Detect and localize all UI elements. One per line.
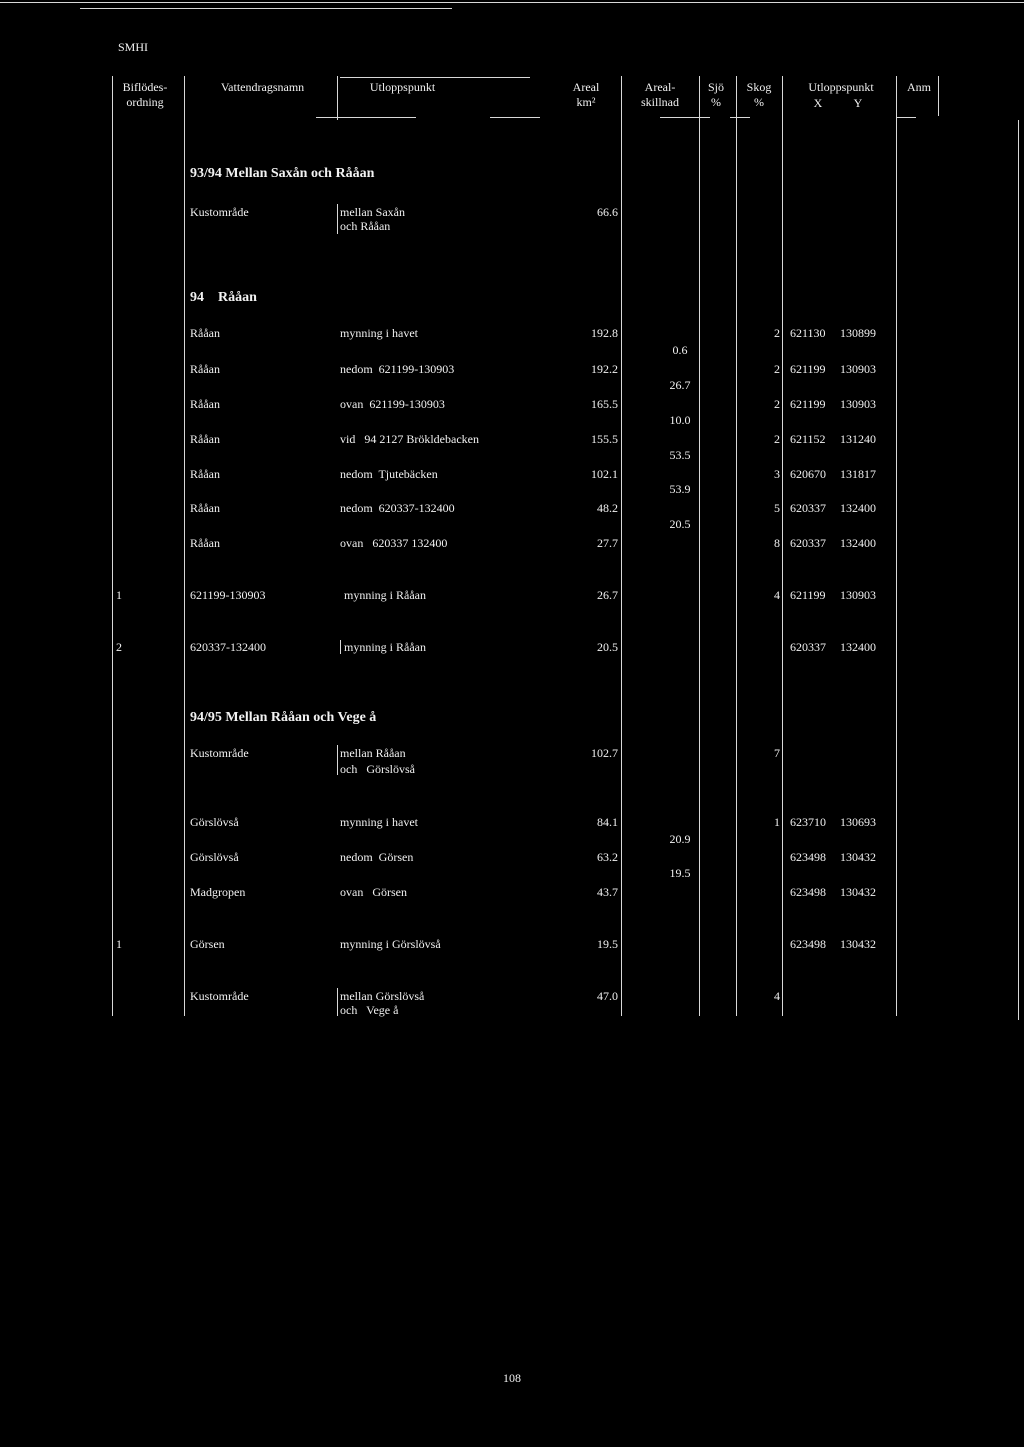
kust-namn: Kustområde (190, 205, 249, 219)
row-x: 623498 (790, 885, 826, 899)
kust-l2: och Görslövså (340, 762, 415, 776)
row-namn: Rååan (190, 397, 220, 411)
kust-skog: 4 (774, 989, 780, 1003)
row-skog: 4 (774, 588, 780, 602)
col-divider (112, 76, 113, 1016)
row-x: 623710 (790, 815, 826, 829)
areal-diff: 10.0 (669, 413, 691, 427)
row-utlopp: nedom 621199-130903 (340, 362, 455, 376)
col-divider (782, 76, 783, 1016)
row-y: 132400 (840, 501, 876, 515)
row-x: 621199 (790, 397, 826, 411)
row-areal: 63.2 (597, 850, 618, 864)
areal-diff: 20.9 (669, 832, 691, 846)
kust-namn: Kustområde (190, 989, 249, 1003)
row-namn: Rååan (190, 536, 220, 550)
row-x: 621199 (790, 362, 826, 376)
row-y: 130693 (840, 815, 876, 829)
row-x: 620670 (790, 467, 826, 481)
header-rule (490, 117, 540, 118)
row-areal: 26.7 (597, 588, 618, 602)
kust-bracket (337, 988, 338, 1016)
row-y: 131240 (840, 432, 876, 446)
col-divider (938, 76, 939, 116)
kust-areal: 102.7 (591, 746, 618, 760)
col-koord-y: Y (853, 96, 863, 110)
row-skog: 2 (774, 362, 780, 376)
kust-areal: 66.6 (597, 205, 618, 219)
kust-l2: och Rååan (340, 219, 391, 233)
row-utlopp: vid 94 2127 Brökldebacken (340, 432, 479, 446)
col-koord: Utloppspunkt (808, 80, 874, 94)
row-namn: Rååan (190, 432, 220, 446)
areal-diff: 20.5 (669, 517, 691, 531)
row-utlopp: ovan 620337 132400 (340, 536, 448, 550)
row-namn: Rååan (190, 362, 220, 376)
row-namn: Görslövså (190, 815, 239, 829)
col-areal: Areal km² (572, 80, 600, 109)
row-utlopp: mynning i Görslövså (340, 937, 441, 951)
kust-l2: och Vege å (340, 1003, 399, 1017)
kust-skog: 7 (774, 746, 780, 760)
row-namn: 621199-130903 (190, 588, 266, 602)
row-utlopp: mynning i Rååan (344, 588, 426, 602)
row-skog: 2 (774, 397, 780, 411)
utlopp-bracket (340, 640, 341, 654)
row-x: 623498 (790, 937, 826, 951)
row-y: 130903 (840, 588, 876, 602)
row-x: 621130 (790, 326, 826, 340)
row-namn: Rååan (190, 467, 220, 481)
col-arealskillnad: Areal- skillnad (641, 80, 679, 109)
row-namn: Görslövså (190, 850, 239, 864)
row-areal: 43.7 (597, 885, 618, 899)
row-y: 130432 (840, 937, 876, 951)
row-x: 621199 (790, 588, 826, 602)
row-y: 131817 (840, 467, 876, 481)
col-divider (1018, 120, 1019, 1020)
row-areal: 84.1 (597, 815, 618, 829)
header-rule (660, 117, 710, 118)
header-rule (340, 77, 530, 78)
col-divider (896, 76, 897, 1016)
row-utlopp: mynning i Rååan (344, 640, 426, 654)
kust-namn: Kustområde (190, 746, 249, 760)
col-bifl: Biflödes- ordning (122, 80, 168, 109)
kust-bracket (337, 745, 338, 775)
row-skog: 1 (774, 815, 780, 829)
row-y: 130899 (840, 326, 876, 340)
areal-diff: 19.5 (669, 866, 691, 880)
row-utlopp: nedom Tjutebäcken (340, 467, 438, 481)
kust-bracket (337, 204, 338, 234)
col-namn: Vattendragsnamn (220, 80, 305, 94)
row-namn: 620337-132400 (190, 640, 266, 654)
row-skog: 3 (774, 467, 780, 481)
top-rule (0, 2, 1024, 3)
row-x: 620337 (790, 501, 826, 515)
section-heading: 93/94 Mellan Saxån och Rååan (190, 166, 375, 181)
row-y: 130903 (840, 397, 876, 411)
row-ord: 1 (116, 588, 122, 602)
col-utlopp: Utloppspunkt (369, 80, 436, 94)
row-areal: 192.8 (591, 326, 618, 340)
row-y: 132400 (840, 536, 876, 550)
row-areal: 19.5 (597, 937, 618, 951)
row-areal: 155.5 (591, 432, 618, 446)
col-divider (184, 76, 185, 1016)
row-utlopp: nedom Görsen (340, 850, 414, 864)
row-skog: 8 (774, 536, 780, 550)
top-rule-short (80, 8, 452, 9)
row-y: 132400 (840, 640, 876, 654)
section-heading: 94/95 Mellan Rååan och Vege å (190, 710, 377, 725)
page-number: 108 (503, 1371, 521, 1385)
row-utlopp: ovan 621199-130903 (340, 397, 445, 411)
areal-diff: 26.7 (669, 378, 691, 392)
row-x: 620337 (790, 536, 826, 550)
row-utlopp: nedom 620337-132400 (340, 501, 455, 515)
header-rule (730, 117, 750, 118)
row-y: 130432 (840, 885, 876, 899)
row-x: 620337 (790, 640, 826, 654)
row-utlopp: ovan Görsen (340, 885, 407, 899)
row-namn: Rååan (190, 501, 220, 515)
row-areal: 48.2 (597, 501, 618, 515)
col-divider (736, 76, 737, 1016)
kust-l1: mellan Rååan (340, 746, 406, 760)
kust-l1: mellan Görslövså (340, 989, 425, 1003)
row-namn: Rååan (190, 326, 220, 340)
row-areal: 102.1 (591, 467, 618, 481)
row-namn: Madgropen (190, 885, 246, 899)
row-skog: 2 (774, 326, 780, 340)
row-areal: 20.5 (597, 640, 618, 654)
row-skog: 2 (774, 432, 780, 446)
org-label: SMHI (118, 40, 149, 54)
col-skog: Skog % (746, 80, 772, 109)
col-divider (621, 76, 622, 1016)
col-koord-x: X (813, 96, 823, 110)
row-utlopp: mynning i havet (340, 326, 418, 340)
row-y: 130432 (840, 850, 876, 864)
areal-diff: 53.9 (669, 482, 691, 496)
row-utlopp: mynning i havet (340, 815, 418, 829)
header-rule (896, 117, 916, 118)
kust-l1: mellan Saxån (340, 205, 405, 219)
row-ord: 1 (116, 937, 122, 951)
row-y: 130903 (840, 362, 876, 376)
row-ord: 2 (116, 640, 122, 654)
row-x: 623498 (790, 850, 826, 864)
row-x: 621152 (790, 432, 826, 446)
header-rule (316, 117, 416, 118)
row-skog: 5 (774, 501, 780, 515)
col-sjo: Sjö % (707, 80, 724, 109)
row-areal: 27.7 (597, 536, 618, 550)
col-divider (337, 76, 338, 120)
areal-diff: 0.6 (672, 343, 688, 357)
row-areal: 165.5 (591, 397, 618, 411)
areal-diff: 53.5 (669, 448, 691, 462)
col-anm: Anm (907, 80, 931, 94)
kust-areal: 47.0 (597, 989, 618, 1003)
row-namn: Görsen (190, 937, 225, 951)
row-areal: 192.2 (591, 362, 618, 376)
section-heading: 94 Rååan (190, 290, 257, 305)
